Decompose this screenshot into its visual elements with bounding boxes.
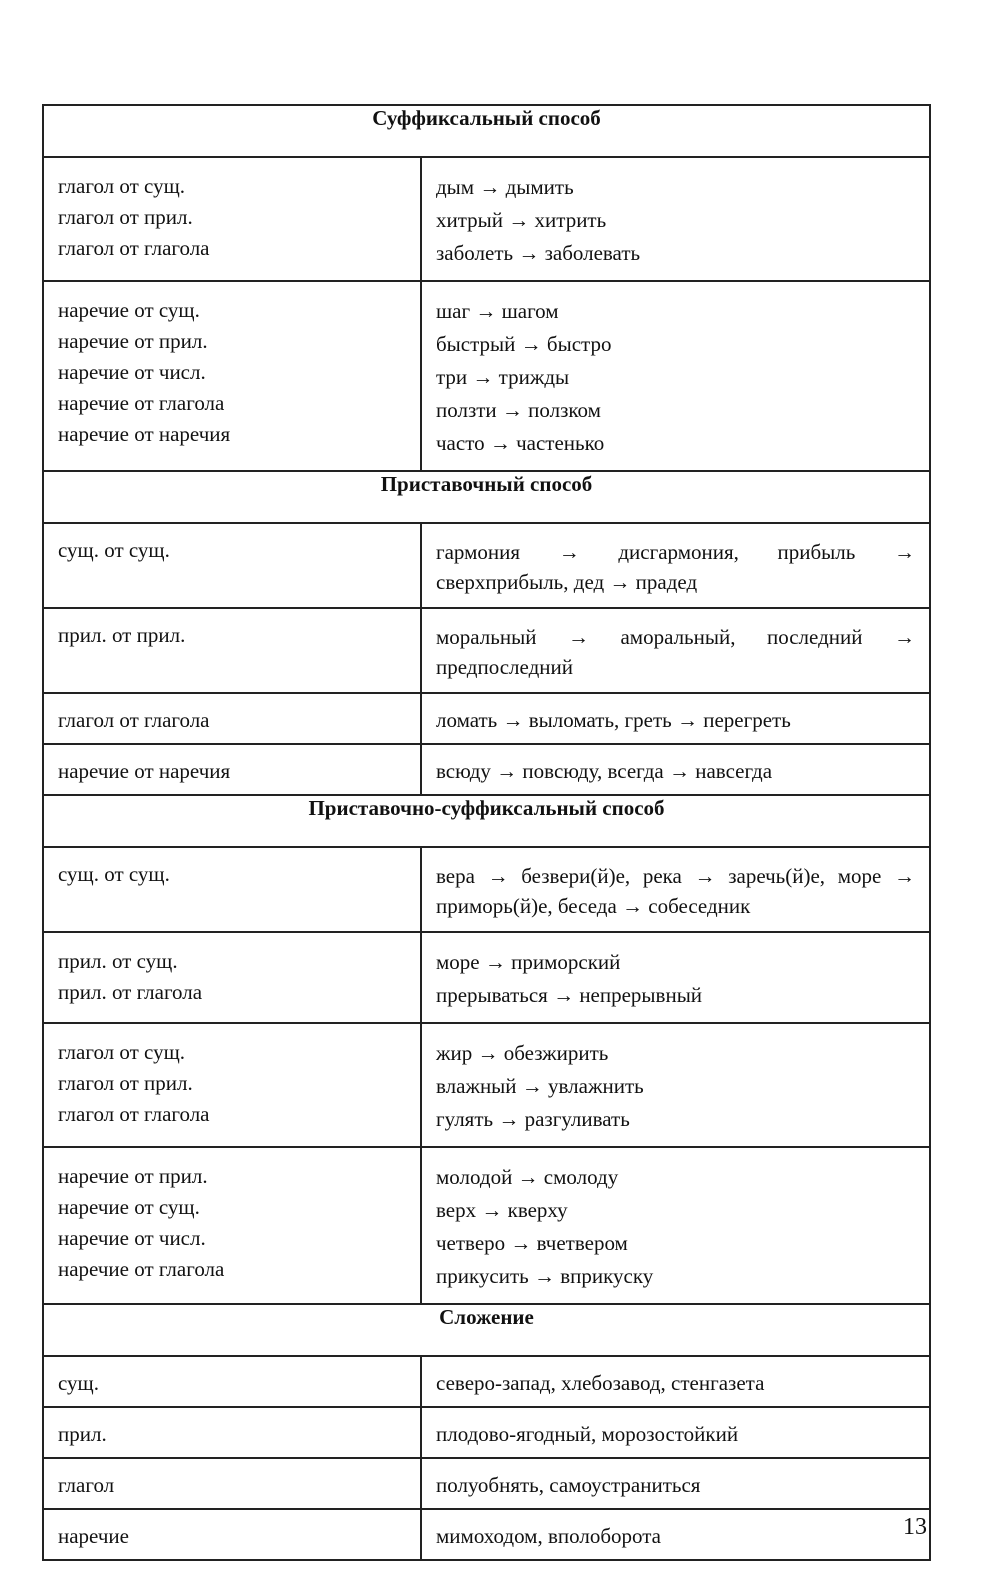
- category-item: прил.: [58, 1422, 107, 1446]
- example-cell: [421, 932, 930, 1023]
- example-cell: [421, 1509, 930, 1560]
- category-item: наречие: [58, 1524, 129, 1548]
- category-item: глагол от глагола: [58, 1102, 210, 1126]
- table-row: [43, 1509, 930, 1560]
- category-item: сущ. от сущ.: [58, 862, 170, 886]
- example-cell: [421, 1023, 930, 1147]
- example-item: заболеть → заболевать: [436, 241, 641, 265]
- section-header-row: [43, 1304, 930, 1356]
- category-item: наречие от сущ.: [58, 298, 200, 322]
- table-row: [43, 608, 930, 693]
- example-item: мимоходом, вполоборота: [436, 1524, 661, 1548]
- example-item: молодой → смолоду: [436, 1165, 619, 1189]
- example-cell: моральный → аморальный, последний → предпоследний: [421, 608, 930, 693]
- example-item: море → приморский: [436, 950, 621, 974]
- table-row: [43, 1458, 930, 1509]
- table-row: [43, 1407, 930, 1458]
- section-title: Приставочно-суффиксальный способ: [43, 795, 930, 847]
- table-row: [43, 1147, 930, 1304]
- category-item: глагол от сущ.: [58, 174, 186, 198]
- category-item: наречие от прил.: [58, 329, 208, 353]
- category-item: наречие от числ.: [58, 360, 206, 384]
- category-cell: [43, 932, 421, 1023]
- category-cell: [43, 1023, 421, 1147]
- table-row: [43, 693, 930, 744]
- category-item: наречие от прил.: [58, 1164, 208, 1188]
- example-item: быстрый → быстро: [436, 332, 612, 356]
- table-row: [43, 523, 930, 608]
- category-item: глагол: [58, 1473, 115, 1497]
- example-item: всюду → повсюду, всегда → навсегда: [436, 759, 773, 783]
- section-header-row: [43, 795, 930, 847]
- category-cell: [43, 281, 421, 471]
- table-row: [43, 1356, 930, 1407]
- example-item: три → трижды: [436, 365, 570, 389]
- category-cell: [43, 1458, 421, 1509]
- example-item: полуобнять, самоустраниться: [436, 1473, 701, 1497]
- category-cell: [43, 1407, 421, 1458]
- example-item: влажный → увлажнить: [436, 1074, 644, 1098]
- example-cell: [421, 1407, 930, 1458]
- example-item: часто → частенько: [436, 431, 605, 455]
- table-row: [43, 932, 930, 1023]
- category-item: наречие от глагола: [58, 391, 225, 415]
- category-cell: [43, 847, 421, 932]
- category-item: наречие от числ.: [58, 1226, 206, 1250]
- example-item: хитрый → хитрить: [436, 208, 607, 232]
- category-item: сущ.: [58, 1371, 99, 1395]
- example-item: северо-запад, хлебозавод, стенгазета: [436, 1371, 765, 1395]
- example-cell: вера → безвери(й)е, река → заречь(й)е, море → приморь(й)е, беседа → собеседник: [421, 847, 930, 932]
- word-formation-table: [42, 104, 931, 1561]
- section-header-row: [43, 471, 930, 523]
- section-title: Сложение: [43, 1304, 930, 1356]
- category-item: сущ. от сущ.: [58, 538, 170, 562]
- example-cell: [421, 281, 930, 471]
- example-item: верх → кверху: [436, 1198, 568, 1222]
- category-item: наречие от наречия: [58, 422, 231, 446]
- category-item: наречие от сущ.: [58, 1195, 200, 1219]
- table-row: [43, 744, 930, 795]
- category-item: глагол от глагола: [58, 708, 210, 732]
- category-cell: [43, 608, 421, 693]
- category-item: наречие от наречия: [58, 759, 231, 783]
- table-row: [43, 847, 930, 932]
- section-header-row: [43, 105, 930, 157]
- example-item: шаг → шагом: [436, 299, 559, 323]
- category-item: прил. от сущ.: [58, 949, 178, 973]
- example-cell: [421, 693, 930, 744]
- example-cell: гармония → дисгармония, прибыль → сверхприбыль, дед → прадед: [421, 523, 930, 608]
- example-item: ползти → ползком: [436, 398, 601, 422]
- example-cell: [421, 1147, 930, 1304]
- table-row: [43, 281, 930, 471]
- category-cell: [43, 744, 421, 795]
- category-cell: [43, 1147, 421, 1304]
- example-cell: [421, 744, 930, 795]
- example-item: прерываться → непрерывный: [436, 983, 703, 1007]
- category-item: прил. от прил.: [58, 623, 186, 647]
- example-item: гулять → разгуливать: [436, 1107, 630, 1131]
- category-item: глагол от прил.: [58, 205, 193, 229]
- category-cell: [43, 693, 421, 744]
- category-item: прил. от глагола: [58, 980, 203, 1004]
- category-cell: [43, 523, 421, 608]
- example-cell: [421, 1356, 930, 1407]
- example-item: прикусить → вприкуску: [436, 1264, 654, 1288]
- category-cell: [43, 157, 421, 281]
- category-item: глагол от сущ.: [58, 1040, 186, 1064]
- example-item: четверо → вчетвером: [436, 1231, 628, 1255]
- category-item: глагол от прил.: [58, 1071, 193, 1095]
- example-item: дым → дымить: [436, 175, 574, 199]
- example-item: жир → обезжирить: [436, 1041, 609, 1065]
- category-cell: [43, 1509, 421, 1560]
- category-item: наречие от глагола: [58, 1257, 225, 1281]
- example-cell: [421, 157, 930, 281]
- example-item: плодово-ягодный, морозостойкий: [436, 1422, 739, 1446]
- category-item: глагол от глагола: [58, 236, 210, 260]
- section-title: Приставочный способ: [43, 471, 930, 523]
- section-title: Суффиксальный способ: [43, 105, 930, 157]
- table-row: [43, 157, 930, 281]
- category-cell: [43, 1356, 421, 1407]
- table-row: [43, 1023, 930, 1147]
- example-cell: [421, 1458, 930, 1509]
- example-item: ломать → выломать, греть → перегреть: [436, 708, 791, 732]
- page-number: 13: [903, 1514, 927, 1540]
